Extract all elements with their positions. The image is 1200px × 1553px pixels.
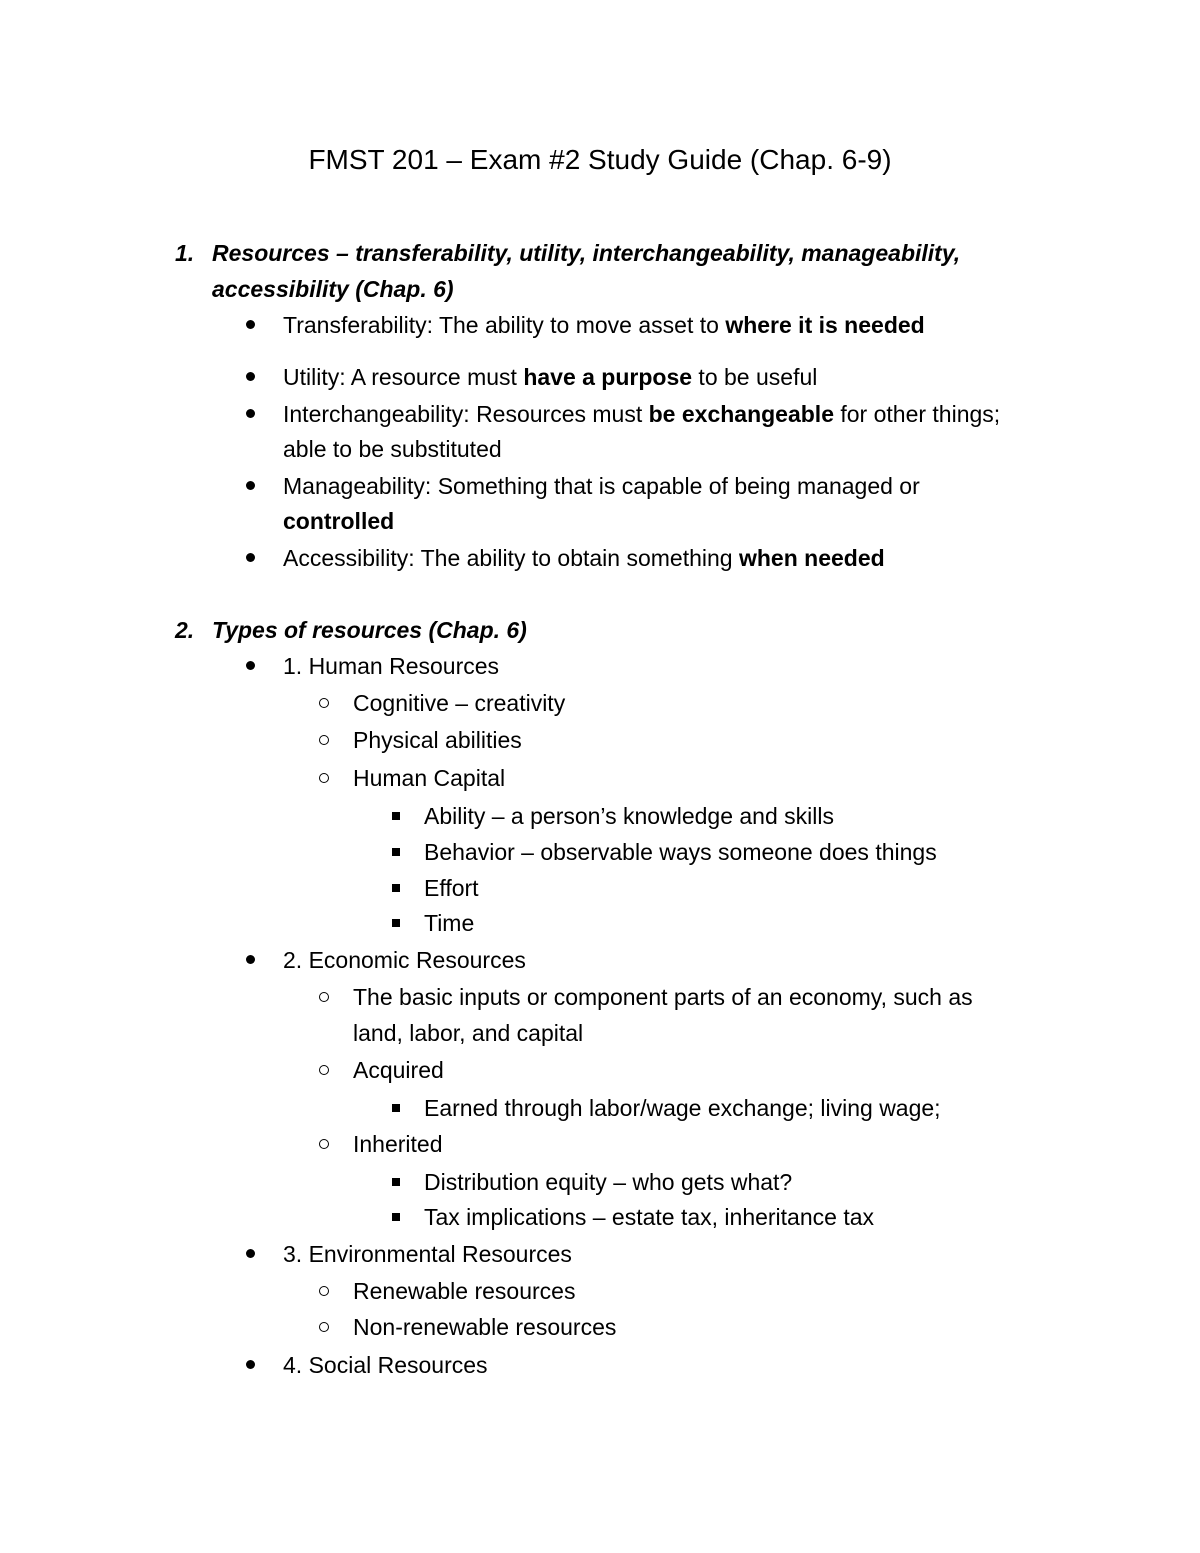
list-item: Cognitive – creativity <box>353 690 566 716</box>
list-item: Effort <box>424 875 479 901</box>
square-bullet-icon <box>392 848 400 856</box>
square-bullet-icon <box>392 812 400 820</box>
circle-bullet-icon <box>319 1286 329 1296</box>
square-bullet-icon <box>392 884 400 892</box>
list-item: 3. Environmental Resources <box>283 1241 572 1267</box>
bullet-accessibility: Accessibility: The ability to obtain something when needed <box>283 545 885 571</box>
list-item: 1. Human Resources <box>283 653 500 679</box>
list-item: Distribution equity – who gets what? <box>424 1169 793 1195</box>
bullet-icon <box>246 320 255 329</box>
section-1-heading-line1: Resources – transferability, utility, interchangeability, manageability, <box>212 240 961 266</box>
circle-bullet-icon <box>319 1322 329 1332</box>
bullet-icon <box>246 1360 255 1369</box>
list-item: Renewable resources <box>353 1278 576 1304</box>
list-item: Physical abilities <box>353 727 522 753</box>
list-item: The basic inputs or component parts of an economy, such as <box>353 984 973 1010</box>
circle-bullet-icon <box>319 698 329 708</box>
list-item: Behavior – observable ways someone does things <box>424 839 937 865</box>
page-title: FMST 201 – Exam #2 Study Guide (Chap. 6-9) <box>308 144 892 175</box>
bullet-icon <box>246 955 255 964</box>
square-bullet-icon <box>392 1178 400 1186</box>
square-bullet-icon <box>392 919 400 927</box>
square-bullet-icon <box>392 1104 400 1112</box>
list-item: Non-renewable resources <box>353 1314 617 1340</box>
section-1-heading-line2: accessibility (Chap. 6) <box>212 276 454 302</box>
list-item: 4. Social Resources <box>283 1352 488 1378</box>
bullet-transferability: Transferability: The ability to move asset to where it is needed <box>283 312 925 338</box>
list-item: Inherited <box>353 1131 443 1157</box>
bullet-manageability-cont: controlled <box>283 508 395 534</box>
list-item: Ability – a person’s knowledge and skills <box>424 803 834 829</box>
list-item: Tax implications – estate tax, inheritance tax <box>424 1204 875 1230</box>
circle-bullet-icon <box>319 735 329 745</box>
section-2-heading: Types of resources (Chap. 6) <box>212 617 527 643</box>
circle-bullet-icon <box>319 992 329 1002</box>
section-2-number: 2. <box>175 617 195 643</box>
section-1-number: 1. <box>175 240 195 266</box>
bullet-icon <box>246 553 255 562</box>
list-item: 2. Economic Resources <box>283 947 526 973</box>
list-item-cont: land, labor, and capital <box>353 1020 584 1046</box>
circle-bullet-icon <box>319 1139 329 1149</box>
circle-bullet-icon <box>319 773 329 783</box>
list-item: Acquired <box>353 1057 444 1083</box>
bullet-manageability: Manageability: Something that is capable of being managed or <box>283 473 920 499</box>
bullet-interchangeability-cont: able to be substituted <box>283 436 502 462</box>
list-item: Earned through labor/wage exchange; living wage; <box>424 1095 941 1121</box>
circle-bullet-icon <box>319 1065 329 1075</box>
bullet-interchangeability: Interchangeability: Resources must be exchangeable for other things; <box>283 401 1001 427</box>
bullet-icon <box>246 661 255 670</box>
list-item: Human Capital <box>353 765 506 791</box>
square-bullet-icon <box>392 1213 400 1221</box>
bullet-icon <box>246 481 255 490</box>
bullet-icon <box>246 409 255 418</box>
bullet-icon <box>246 372 255 381</box>
list-item: Time <box>424 910 475 936</box>
bullet-icon <box>246 1249 255 1258</box>
bullet-utility: Utility: A resource must have a purpose to be useful <box>283 364 818 390</box>
